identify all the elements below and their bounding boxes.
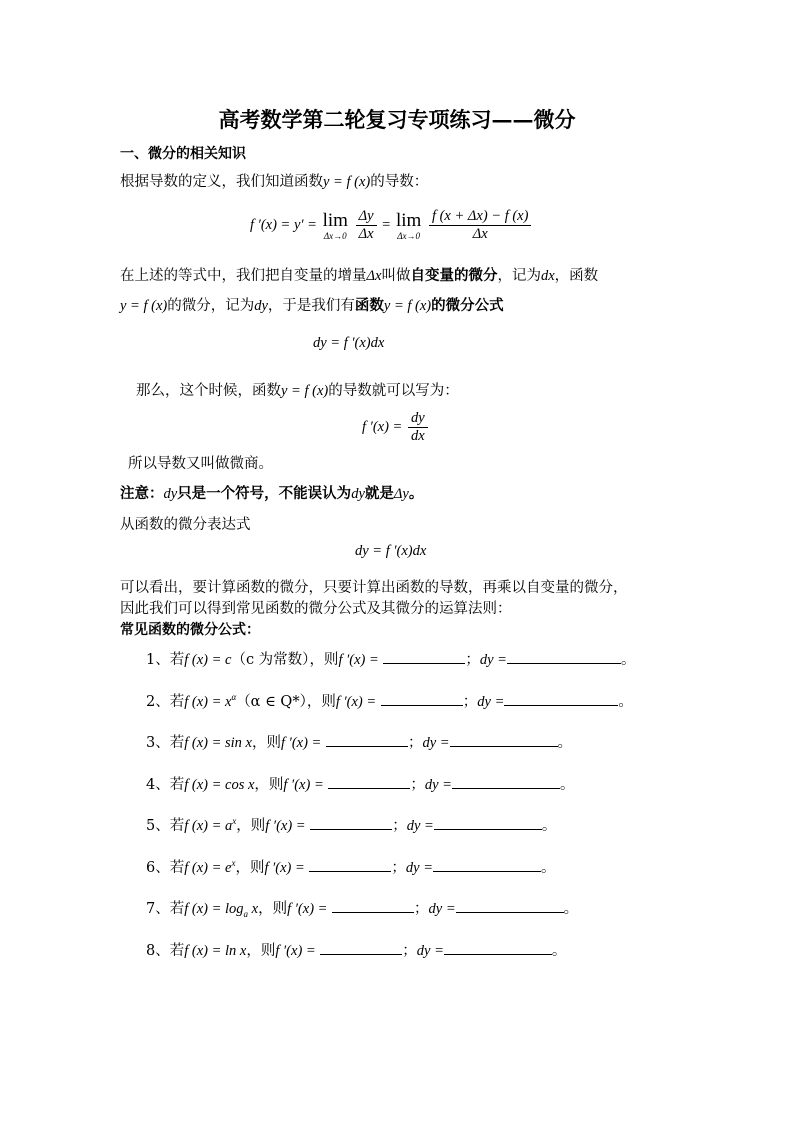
exercise-5 [146, 814, 556, 835]
text: 只是一个符号，不能误认为 [177, 485, 352, 502]
exercise-3 [146, 731, 572, 752]
differential-answer-blank[interactable] [444, 940, 552, 955]
separator: ； [414, 901, 429, 917]
paragraph-6-line-1: 可以看出，要计算函数的微分，只要计算出函数的导数，再乘以自变量的微分， [120, 580, 628, 596]
differential-answer-blank[interactable] [504, 691, 618, 706]
exercise-number: 1、若 [146, 652, 185, 668]
text: ，则 [254, 777, 284, 793]
math: dy [163, 486, 178, 502]
intro-math: y = f (x) [323, 174, 371, 190]
differential-label: dy = [424, 777, 452, 793]
derivative-answer-blank[interactable] [310, 815, 392, 830]
derivative-answer-blank[interactable] [328, 774, 410, 789]
intro-end: 的导数： [370, 174, 429, 190]
derivative-label: f ′(x) = [265, 818, 306, 834]
differential-label: dy = [428, 901, 456, 917]
derivative-as-quotient-formula [362, 410, 430, 445]
text: ，则 [306, 694, 336, 710]
frac-numerator: Δy [356, 208, 377, 226]
differential-formula: dy = f ′(x)dx [313, 335, 385, 351]
frac-numerator: dy [408, 410, 428, 428]
period: 。 [620, 652, 636, 668]
text: 的微分，记为 [167, 298, 255, 314]
math: y = f (x) [120, 298, 168, 314]
limit-symbol-2 [396, 211, 421, 241]
paragraph-2-line-2 [120, 294, 504, 315]
def-lhs: f ′(x) = y′ = [250, 217, 317, 233]
math: dy [351, 486, 365, 502]
exercise-number: 5、若 [146, 818, 185, 834]
math: Δy [393, 486, 409, 502]
frac-denominator: Δx [472, 226, 488, 242]
derivative-label: f ′(x) = [287, 901, 328, 917]
function-definition: f (x) = ln x [184, 943, 247, 959]
paragraph-2-line-1 [120, 264, 598, 285]
period: 。 [551, 943, 567, 959]
text: 就是 [364, 485, 394, 502]
derivative-definition-formula [250, 208, 533, 243]
equals-sign: = [382, 217, 391, 233]
derivative-label: f ′(x) = [264, 860, 305, 876]
text: ，函数 [554, 268, 599, 284]
period: 。 [541, 860, 556, 876]
log-base: a [243, 908, 249, 919]
bold-term: 自变量的微分 [410, 267, 498, 284]
text: 的导数就可以写为： [328, 383, 459, 399]
derivative-label: f ′(x) = [335, 694, 377, 710]
lhs: f ′(x) = [362, 419, 403, 435]
text: ，则 [235, 860, 265, 876]
condition: （α ∈ Q*） [236, 694, 307, 710]
separator: ； [392, 818, 407, 834]
exercise-number: 2、若 [146, 694, 185, 710]
function-definition: f (x) = a [184, 818, 233, 834]
function-definition: f (x) = x [184, 694, 232, 710]
frac-denominator: Δx [358, 226, 374, 242]
text: 那么，这个时候，函数 [136, 383, 281, 399]
period: 。 [563, 901, 579, 917]
paragraph-6-line-2: 因此我们可以得到常见函数的微分公式及其微分的运算法则： [120, 601, 512, 617]
text: ，则 [258, 901, 288, 917]
derivative-answer-blank[interactable] [320, 940, 402, 955]
text: ，于是我们有 [267, 298, 355, 314]
separator: ； [407, 735, 423, 751]
condition: （c 为常数） [231, 652, 310, 668]
exercise-number: 7、若 [146, 901, 185, 917]
note-label: 注意： [120, 485, 164, 502]
differential-label: dy = [405, 860, 433, 876]
note-line [120, 482, 423, 503]
frac-numerator: f (x + Δx) − f (x) [429, 208, 532, 226]
differential-answer-blank[interactable] [507, 649, 621, 664]
fraction-dy-dx [356, 208, 377, 243]
fraction-dy-over-dx [408, 410, 428, 445]
section-heading: 一、微分的相关知识 [120, 146, 246, 162]
text: ，则 [236, 818, 266, 834]
separator: ； [402, 943, 417, 959]
exercise-4 [146, 773, 574, 794]
math: dx [540, 268, 555, 284]
bold-term: 的微分公式 [431, 297, 504, 314]
exercise-8 [146, 939, 566, 960]
differential-label: dy = [422, 735, 450, 751]
math: y = f (x) [383, 298, 432, 314]
exercise-number: 4、若 [146, 777, 185, 793]
intro-text: 根据导数的定义，我们知道函数 [120, 174, 323, 190]
exercise-number: 6、若 [146, 860, 185, 876]
period: 。 [541, 818, 557, 834]
derivative-label: f ′(x) = [281, 735, 322, 751]
separator: ； [410, 777, 425, 793]
text: 叫做 [381, 268, 411, 284]
exercise-6 [146, 856, 556, 877]
exercise-2 [146, 690, 633, 711]
exercise-7 [146, 897, 578, 919]
differential-answer-blank[interactable] [433, 857, 541, 872]
derivative-answer-blank[interactable] [326, 732, 408, 747]
frac-denominator: dx [410, 428, 425, 444]
derivative-answer-blank[interactable] [309, 857, 391, 872]
lim-subscript: Δx→0 [397, 230, 421, 241]
text: 。 [408, 485, 424, 502]
text: ，记为 [497, 268, 541, 284]
math: y = f (x) [281, 383, 329, 399]
differential-answer-blank[interactable] [452, 774, 560, 789]
formulas-heading: 常见函数的微分公式： [120, 622, 260, 638]
differential-label: dy = [479, 652, 507, 668]
lim-word: lim [322, 209, 348, 231]
bold-term: 函数 [354, 297, 384, 314]
derivative-answer-blank[interactable] [383, 649, 465, 664]
exponent: x [232, 816, 237, 827]
text: ，则 [246, 943, 276, 959]
function-argument: x [248, 901, 259, 917]
function-definition: f (x) = c [184, 652, 232, 668]
exponent: x [231, 858, 236, 869]
text: ，则 [252, 735, 281, 751]
intro-paragraph [120, 170, 428, 191]
lim-word: lim [395, 209, 422, 231]
paragraph-3 [136, 379, 459, 400]
separator: ； [391, 860, 406, 876]
derivative-label: f ′(x) = [283, 777, 324, 793]
function-definition: f (x) = sin x [184, 735, 252, 751]
derivative-label: f ′(x) = [275, 943, 316, 959]
derivative-label: f ′(x) = [338, 652, 379, 668]
separator: ； [465, 652, 480, 668]
period: 。 [557, 735, 573, 751]
derivative-answer-blank[interactable] [332, 898, 414, 913]
differential-label: dy = [477, 694, 505, 710]
page-title: 高考数学第二轮复习专项练习——微分 [218, 107, 576, 132]
exercise-number: 3、若 [146, 735, 185, 751]
exercise-number: 8、若 [146, 943, 185, 959]
differential-answer-blank[interactable] [450, 732, 558, 747]
period: 。 [559, 777, 575, 793]
paragraph-5: 从函数的微分表达式 [120, 517, 251, 533]
fraction-difference-quotient [429, 208, 532, 243]
exponent: α [231, 692, 237, 703]
differential-answer-blank[interactable] [456, 898, 564, 913]
text: ，则 [309, 652, 339, 668]
function-definition: f (x) = cos x [184, 777, 255, 793]
period: 。 [618, 694, 633, 710]
math: dy [254, 298, 268, 314]
separator: ； [462, 694, 478, 710]
differential-formula-2: dy = f ′(x)dx [355, 543, 427, 559]
limit-symbol [323, 211, 348, 241]
math: Δx [366, 268, 382, 284]
derivative-answer-blank[interactable] [381, 691, 463, 706]
differential-label: dy = [406, 818, 434, 834]
exercise-1 [146, 648, 635, 669]
function-definition: f (x) = log [184, 901, 244, 917]
differential-label: dy = [416, 943, 444, 959]
function-definition: f (x) = e [184, 860, 232, 876]
lim-subscript: Δx→0 [323, 230, 347, 241]
paragraph-4: 所以导数又叫做微商。 [128, 456, 273, 472]
differential-answer-blank[interactable] [434, 815, 542, 830]
text: 在上述的等式中，我们把自变量的增量 [120, 268, 367, 284]
